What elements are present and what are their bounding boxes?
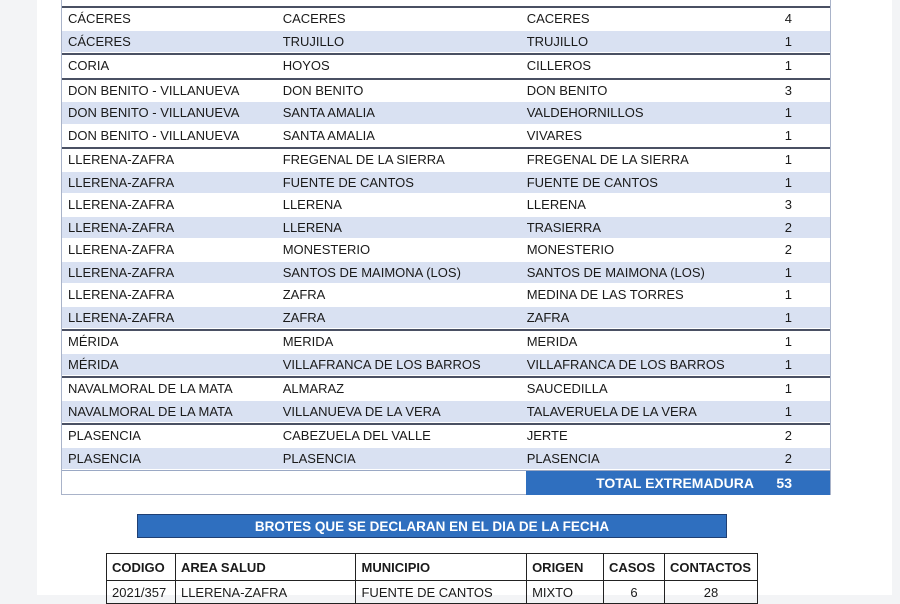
municipio-cell: LLERENA xyxy=(282,219,342,235)
localidad-cell: DON BENITO xyxy=(526,82,608,98)
casos-cell: 3 xyxy=(784,82,792,98)
municipio-cell: LLERENA xyxy=(282,197,342,213)
municipio-cell: FUENTE DE CANTOS xyxy=(282,174,414,190)
brote-origen: MIXTO xyxy=(527,581,604,604)
casos-cell: 2 xyxy=(784,219,792,235)
casos-cell: 1 xyxy=(784,264,792,280)
localidad-cell: SANTOS DE MAIMONA (LOS) xyxy=(526,264,705,280)
total-blank-cell xyxy=(62,471,526,495)
brote-area: LLERENA-ZAFRA xyxy=(175,581,356,604)
municipio-cell: FREGENAL DE LA SIERRA xyxy=(282,152,445,168)
brotes-table xyxy=(106,553,758,604)
table-row xyxy=(62,262,830,285)
casos-cell: 1 xyxy=(784,33,792,49)
header-codigo: CODIGO xyxy=(107,554,176,581)
area-cell: CORIA xyxy=(68,58,110,74)
municipio-cell: PLASENCIA xyxy=(282,450,356,466)
header-contactos: CONTACTOS xyxy=(664,554,757,581)
area-cell: DON BENITO - VILLANUEVA xyxy=(68,105,240,121)
area-cell: MÉRIDA xyxy=(68,356,119,372)
brote-contactos: 28 xyxy=(664,581,757,604)
area-cell: PLASENCIA xyxy=(68,428,141,444)
brotes-header-row xyxy=(107,554,758,581)
localidad-cell: VILLAFRANCA DE LOS BARROS xyxy=(526,356,725,372)
header-area: AREA SALUD xyxy=(175,554,356,581)
table-row xyxy=(62,448,830,471)
casos-cell: 1 xyxy=(784,356,792,372)
casos-cell: 1 xyxy=(784,127,792,143)
area-cell: LLERENA-ZAFRA xyxy=(68,242,175,258)
table-row xyxy=(62,125,830,148)
header-casos: CASOS xyxy=(603,554,664,581)
municipio-cell: MERIDA xyxy=(282,334,334,350)
casos-cell: 1 xyxy=(784,174,792,190)
casos-cell: 2 xyxy=(784,450,792,466)
municipio-cell: TRUJILLO xyxy=(282,33,345,49)
cases-rows xyxy=(62,8,830,470)
table-row xyxy=(62,172,830,195)
total-box xyxy=(526,471,830,495)
table-row xyxy=(62,284,830,307)
table-row xyxy=(62,53,830,78)
localidad-cell: FREGENAL DE LA SIERRA xyxy=(526,152,689,168)
localidad-cell: FUENTE DE CANTOS xyxy=(526,174,658,190)
table-row xyxy=(62,31,830,54)
municipio-cell: CABEZUELA DEL VALLE xyxy=(282,428,431,444)
localidad-cell: SAUCEDILLA xyxy=(526,381,608,397)
area-cell: NAVALMORAL DE LA MATA xyxy=(68,381,233,397)
area-cell: PLASENCIA xyxy=(68,450,141,466)
casos-cell: 4 xyxy=(784,11,792,27)
total-row xyxy=(62,470,830,495)
localidad-cell: ZAFRA xyxy=(526,309,570,325)
localidad-cell: MONESTERIO xyxy=(526,242,615,258)
total-label: TOTAL EXTREMADURA xyxy=(596,475,754,491)
casos-cell: 2 xyxy=(784,242,792,258)
localidad-cell: PLASENCIA xyxy=(526,450,600,466)
table-row xyxy=(62,423,830,448)
table-row xyxy=(62,401,830,424)
table-row xyxy=(62,376,830,401)
localidad-cell: TALAVERUELA DE LA VERA xyxy=(526,403,697,419)
localidad-cell: VALDEHORNILLOS xyxy=(526,105,644,121)
municipio-cell: ALMARAZ xyxy=(282,381,345,397)
localidad-cell: CACERES xyxy=(526,11,590,27)
table-row xyxy=(62,307,830,330)
casos-cell: 1 xyxy=(784,287,792,303)
brote-casos: 6 xyxy=(603,581,664,604)
area-cell: DON BENITO - VILLANUEVA xyxy=(68,127,240,143)
total-value: 53 xyxy=(776,475,792,491)
municipio-cell: HOYOS xyxy=(282,58,330,74)
casos-cell: 1 xyxy=(784,105,792,121)
municipio-cell: VILLANUEVA DE LA VERA xyxy=(282,403,441,419)
area-cell: LLERENA-ZAFRA xyxy=(68,219,175,235)
header-municipio: MUNICIPIO xyxy=(356,554,527,581)
brotes-title: BROTES QUE SE DECLARAN EN EL DIA DE LA FECHA xyxy=(137,514,727,538)
table-row xyxy=(62,8,830,31)
area-cell: LLERENA-ZAFRA xyxy=(68,152,175,168)
table-top-border xyxy=(62,0,830,8)
brote-municipio: FUENTE DE CANTOS xyxy=(356,581,527,604)
casos-cell: 3 xyxy=(784,197,792,213)
area-cell: LLERENA-ZAFRA xyxy=(68,287,175,303)
municipio-cell: SANTA AMALIA xyxy=(282,127,375,143)
table-row xyxy=(62,102,830,125)
localidad-cell: JERTE xyxy=(526,428,568,444)
table-row xyxy=(62,239,830,262)
casos-cell: 1 xyxy=(784,334,792,350)
header-origen: ORIGEN xyxy=(527,554,604,581)
area-cell: NAVALMORAL DE LA MATA xyxy=(68,403,233,419)
localidad-cell: MEDINA DE LAS TORRES xyxy=(526,287,684,303)
localidad-cell: VIVARES xyxy=(526,127,583,143)
brote-codigo: 2021/357 xyxy=(107,581,176,604)
table-row xyxy=(62,78,830,103)
area-cell: LLERENA-ZAFRA xyxy=(68,309,175,325)
table-row xyxy=(62,217,830,240)
area-cell: MÉRIDA xyxy=(68,334,119,350)
casos-cell: 2 xyxy=(784,428,792,444)
casos-cell: 1 xyxy=(784,403,792,419)
casos-cell: 1 xyxy=(784,309,792,325)
localidad-cell: LLERENA xyxy=(526,197,586,213)
area-cell: CÁCERES xyxy=(68,11,131,27)
area-cell: LLERENA-ZAFRA xyxy=(68,174,175,190)
localidad-cell: TRUJILLO xyxy=(526,33,589,49)
casos-cell: 1 xyxy=(784,152,792,168)
municipio-cell: CACERES xyxy=(282,11,346,27)
municipio-cell: SANTA AMALIA xyxy=(282,105,375,121)
municipio-cell: DON BENITO xyxy=(282,82,364,98)
casos-cell: 1 xyxy=(784,58,792,74)
area-cell: LLERENA-ZAFRA xyxy=(68,197,175,213)
table-row xyxy=(62,147,830,172)
localidad-cell: TRASIERRA xyxy=(526,219,602,235)
municipio-cell: MONESTERIO xyxy=(282,242,371,258)
localidad-cell: CILLEROS xyxy=(526,58,592,74)
municipio-cell: ZAFRA xyxy=(282,309,326,325)
cases-table xyxy=(61,0,831,495)
brotes-row xyxy=(107,581,758,604)
area-cell: DON BENITO - VILLANUEVA xyxy=(68,82,240,98)
table-row xyxy=(62,329,830,354)
municipio-cell: VILLAFRANCA DE LOS BARROS xyxy=(282,356,481,372)
municipio-cell: ZAFRA xyxy=(282,287,326,303)
casos-cell: 1 xyxy=(784,381,792,397)
localidad-cell: MERIDA xyxy=(526,334,578,350)
area-cell: LLERENA-ZAFRA xyxy=(68,264,175,280)
area-cell: CÁCERES xyxy=(68,33,131,49)
municipio-cell: SANTOS DE MAIMONA (LOS) xyxy=(282,264,461,280)
table-row xyxy=(62,354,830,377)
table-row xyxy=(62,194,830,217)
